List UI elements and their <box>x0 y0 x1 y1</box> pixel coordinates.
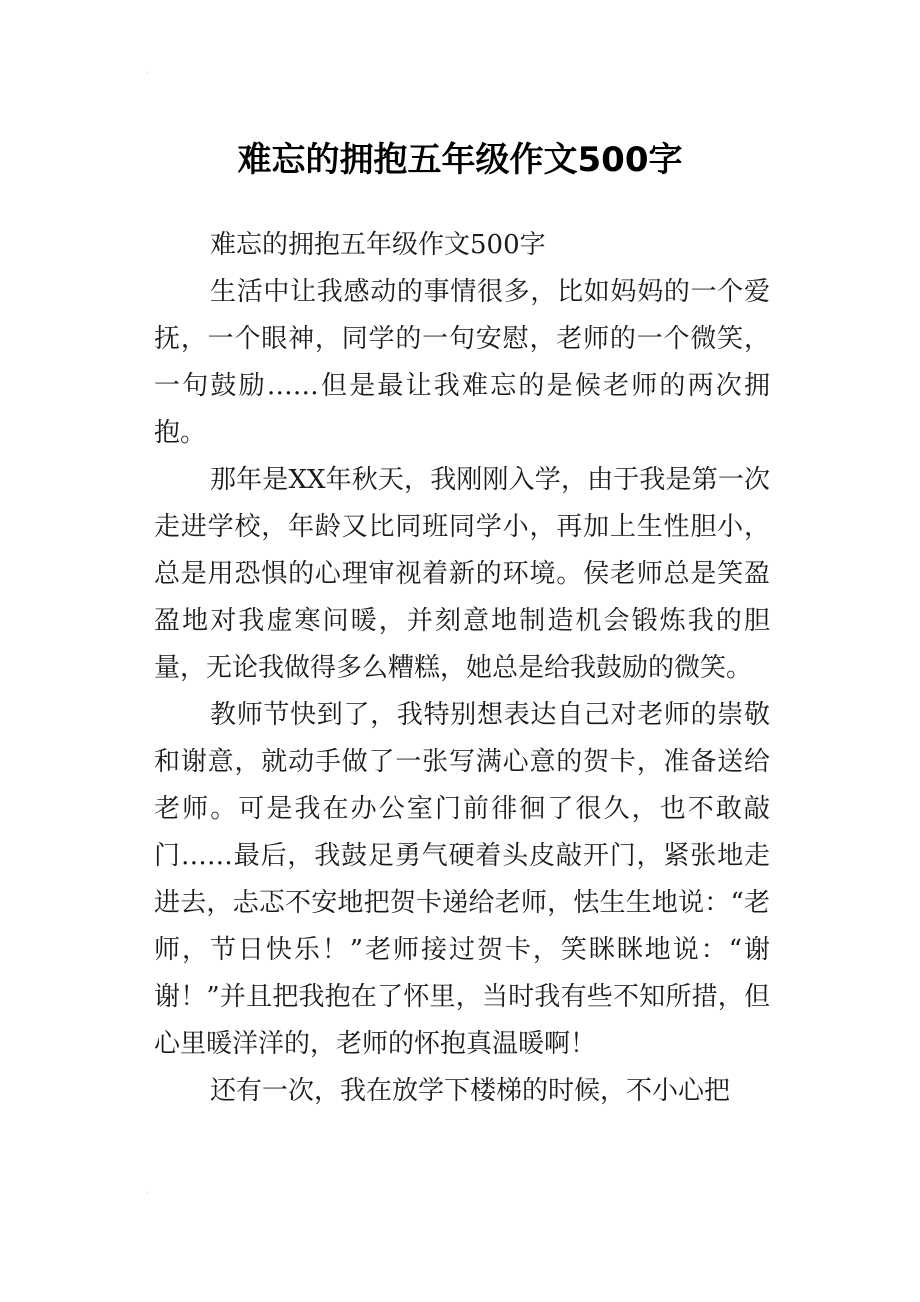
paragraph-heading: 难忘的拥抱五年级作文500字 <box>210 230 546 260</box>
paragraph-first-year: 那年是XX年秋天，我刚刚入学，由于我是第一次走进学校，年龄又比同班同学小，再加上生性胆小，总是用恐惧的心理审视着新的环境。侯老师总是笑盈盈地对我虚寒问暖，并刻意地制造机会锻炼我的胆量，无论我做得多么糟糕，她总是给我鼓励的微笑。 <box>154 465 770 683</box>
paragraph-intro: 生活中让我感动的事情很多，比如妈妈的一个爱抚，一个眼神，同学的一句安慰，老师的一个微笑，一句鼓励……但是最让我难忘的是候老师的两次拥抱。 <box>154 277 770 448</box>
paragraph-teachers-day: 教师节快到了，我特别想表达自己对老师的崇敬和谢意，就动手做了一张写满心意的贺卡，准备送给老师。可是我在办公室门前徘徊了很久，也不敢敲门……最后，我鼓足勇气硬着头皮敲开门，紧张地走进去，忐忑不安地把贺卡递给老师，怯生生地说：“老师，节日快乐！”老师接过贺卡，笑眯眯地说：“谢谢！”并且把我抱在了怀里，当时我有些不知所措，但心里暖洋洋的，老师的怀抱真温暖啊！ <box>154 700 770 1059</box>
scan-mark-bottom: ˌ <box>146 1186 149 1195</box>
scan-mark-top: ˌ <box>146 66 149 75</box>
document-title: 难忘的拥抱五年级作文500字 <box>237 139 683 180</box>
paragraph-another-time: 还有一次，我在放学下楼梯的时候，不小心把 <box>210 1076 731 1106</box>
article-body <box>154 222 770 1115</box>
